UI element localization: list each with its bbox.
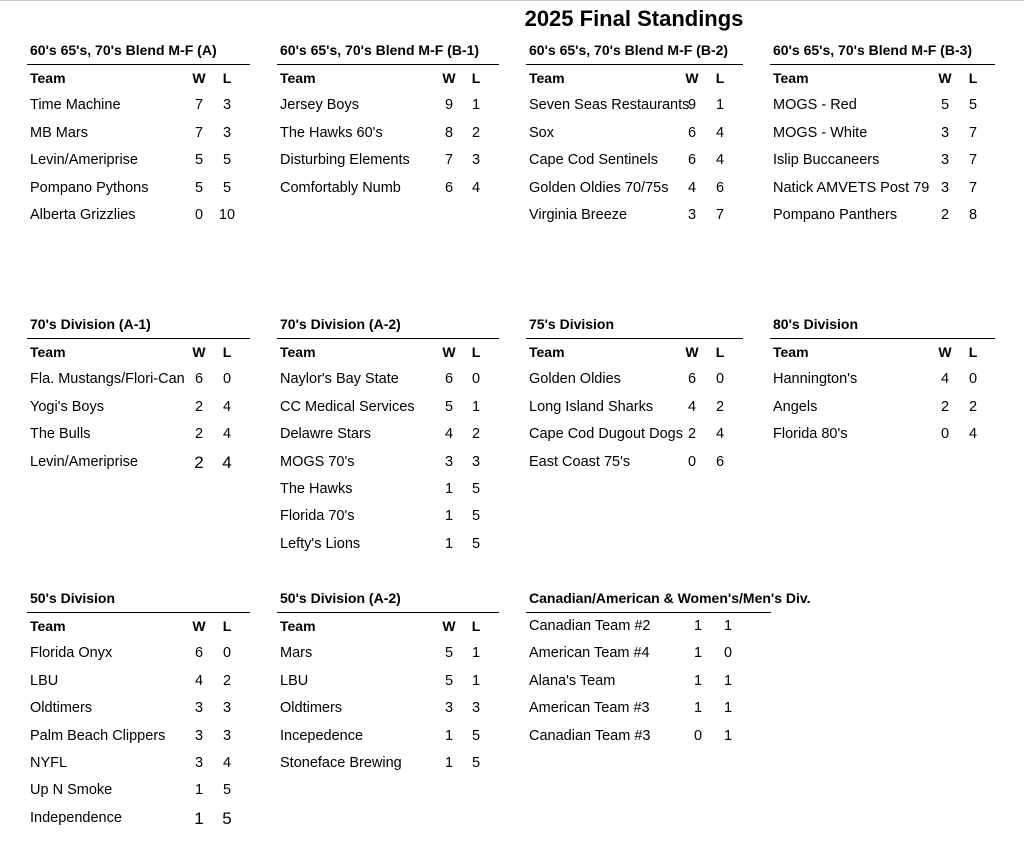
- team-name: Fla. Mustangs/Flori-Can: [30, 371, 185, 388]
- column-header-losses: L: [715, 70, 725, 86]
- losses-value: 1: [471, 672, 481, 689]
- losses-value: 5: [471, 535, 481, 552]
- losses-value: 7: [715, 206, 725, 223]
- wins-value: 2: [687, 426, 697, 443]
- division-60-s-65-s-70-s-blend-m-f-b-1: [277, 37, 499, 202]
- losses-value: 4: [471, 179, 481, 196]
- table-row: [277, 92, 499, 119]
- losses-value: 2: [471, 124, 481, 141]
- wins-value: 1: [444, 727, 454, 744]
- losses-value: 0: [222, 645, 232, 662]
- team-name: Naylor's Bay State: [280, 371, 399, 388]
- wins-value: 5: [444, 672, 454, 689]
- division-50-s-division: [27, 585, 250, 832]
- losses-value: 0: [968, 371, 978, 388]
- wins-value: 5: [194, 152, 204, 169]
- wins-value: 3: [940, 179, 950, 196]
- wins-value: 1: [444, 508, 454, 525]
- team-name: Lefty's Lions: [280, 535, 361, 552]
- wins-value: 6: [444, 179, 454, 196]
- wins-value: 2: [940, 398, 950, 415]
- table-header-row: [277, 339, 499, 366]
- losses-value: 4: [222, 754, 232, 771]
- team-name: Virginia Breeze: [529, 206, 628, 223]
- column-header-team: Team: [280, 70, 316, 86]
- wins-value: 2: [194, 426, 204, 443]
- column-header-losses: L: [968, 344, 978, 360]
- losses-value: 4: [222, 452, 232, 472]
- losses-value: 4: [968, 426, 978, 443]
- wins-value: 1: [693, 700, 703, 717]
- team-name: Cape Cod Dugout Dogs: [529, 426, 683, 443]
- wins-value: 7: [194, 124, 204, 141]
- losses-value: 7: [968, 179, 978, 196]
- wins-value: 6: [444, 371, 454, 388]
- table-row: [277, 421, 499, 448]
- column-header-wins: W: [192, 344, 206, 360]
- column-header-losses: L: [471, 344, 481, 360]
- division-80-s-division: [770, 311, 995, 449]
- table-row: [277, 503, 499, 530]
- table-row: [770, 421, 995, 448]
- losses-value: 4: [222, 398, 232, 415]
- losses-value: 5: [471, 727, 481, 744]
- team-name: Florida 70's: [280, 508, 355, 525]
- table-row: [27, 394, 250, 421]
- losses-value: 5: [222, 152, 232, 169]
- division-title: 60's 65's, 70's Blend M-F (A): [27, 37, 250, 65]
- table-row: [526, 175, 743, 202]
- losses-value: 4: [715, 426, 725, 443]
- team-name: Long Island Sharks: [529, 398, 654, 415]
- losses-value: 1: [471, 645, 481, 662]
- team-name: MOGS - Red: [773, 97, 857, 114]
- losses-value: 1: [723, 727, 733, 744]
- wins-value: 6: [687, 124, 697, 141]
- wins-value: 3: [194, 727, 204, 744]
- losses-value: 2: [968, 398, 978, 415]
- team-name: Natick AMVETS Post 79: [773, 179, 930, 196]
- table-row: [526, 723, 771, 750]
- wins-value: 5: [444, 645, 454, 662]
- losses-value: 1: [723, 700, 733, 717]
- losses-value: 5: [471, 754, 481, 771]
- team-name: Mars: [280, 645, 313, 662]
- table-row: [27, 175, 250, 202]
- wins-value: 6: [687, 371, 697, 388]
- column-header-wins: W: [938, 344, 952, 360]
- table-row: [27, 805, 250, 832]
- wins-value: 1: [444, 754, 454, 771]
- division-title: 80's Division: [770, 311, 995, 339]
- wins-value: 1: [194, 782, 204, 799]
- table-row: [277, 531, 499, 558]
- table-row: [27, 777, 250, 804]
- team-name: The Bulls: [30, 426, 91, 443]
- wins-value: 3: [940, 152, 950, 169]
- division-title: 70's Division (A-2): [277, 311, 499, 339]
- team-name: The Hawks: [280, 480, 353, 497]
- team-name: LBU: [30, 672, 59, 689]
- team-name: Comfortably Numb: [280, 179, 401, 196]
- column-header-team: Team: [30, 70, 66, 86]
- losses-value: 4: [715, 124, 725, 141]
- wins-value: 4: [687, 398, 697, 415]
- losses-value: 3: [471, 700, 481, 717]
- wins-value: 8: [444, 124, 454, 141]
- column-header-team: Team: [773, 344, 809, 360]
- column-header-wins: W: [442, 344, 456, 360]
- wins-value: 4: [687, 179, 697, 196]
- table-row: [770, 147, 995, 174]
- losses-value: 5: [471, 508, 481, 525]
- column-header-losses: L: [471, 70, 481, 86]
- losses-value: 5: [222, 782, 232, 799]
- table-row: [770, 394, 995, 421]
- division-title: 75's Division: [526, 311, 743, 339]
- table-row: [770, 202, 995, 229]
- losses-value: 0: [723, 645, 733, 662]
- losses-value: 6: [715, 453, 725, 470]
- wins-value: 3: [444, 700, 454, 717]
- column-header-wins: W: [192, 70, 206, 86]
- table-row: [526, 147, 743, 174]
- column-header-team: Team: [280, 344, 316, 360]
- losses-value: 0: [715, 371, 725, 388]
- table-row: [277, 476, 499, 503]
- losses-value: 3: [222, 97, 232, 114]
- team-name: Delawre Stars: [280, 426, 372, 443]
- losses-value: 7: [968, 152, 978, 169]
- team-name: Oldtimers: [30, 700, 93, 717]
- division-75-s-division: [526, 311, 743, 476]
- losses-value: 3: [222, 727, 232, 744]
- column-header-team: Team: [30, 344, 66, 360]
- division-title: 60's 65's, 70's Blend M-F (B-1): [277, 37, 499, 65]
- table-row: [27, 695, 250, 722]
- team-name: Canadian Team #2: [529, 618, 651, 634]
- team-name: Disturbing Elements: [280, 152, 410, 169]
- table-row: [277, 668, 499, 695]
- division-title: Canadian/American & Women's/Men's Div.: [526, 585, 771, 613]
- table-row: [277, 175, 499, 202]
- division-70-s-division-a-1: [27, 311, 250, 476]
- wins-value: 3: [194, 754, 204, 771]
- team-name: Seven Seas Restaurants: [529, 97, 690, 114]
- table-header-row: [526, 65, 743, 92]
- team-name: The Hawks 60's: [280, 124, 383, 141]
- team-name: Levin/Ameriprise: [30, 152, 138, 169]
- wins-value: 3: [687, 206, 697, 223]
- column-header-losses: L: [222, 344, 232, 360]
- losses-value: 2: [715, 398, 725, 415]
- team-name: Independence: [30, 809, 122, 826]
- team-name: Cape Cod Sentinels: [529, 152, 658, 169]
- column-header-losses: L: [968, 70, 978, 86]
- team-name: MOGS - White: [773, 124, 868, 141]
- team-name: MB Mars: [30, 124, 88, 141]
- team-name: American Team #4: [529, 645, 650, 662]
- division-title: 60's 65's, 70's Blend M-F (B-3): [770, 37, 995, 65]
- table-row: [526, 394, 743, 421]
- wins-value: 7: [194, 97, 204, 114]
- team-name: American Team #3: [529, 700, 650, 717]
- wins-value: 2: [194, 452, 204, 472]
- wins-value: 9: [687, 97, 697, 114]
- table-header-row: [770, 339, 995, 366]
- losses-value: 1: [723, 618, 733, 634]
- column-header-losses: L: [715, 344, 725, 360]
- table-row: [27, 202, 250, 229]
- table-row: [526, 640, 771, 667]
- team-name: Palm Beach Clippers: [30, 727, 166, 744]
- team-name: Time Machine: [30, 97, 121, 114]
- team-name: Jersey Boys: [280, 97, 359, 114]
- team-name: NYFL: [30, 754, 68, 771]
- column-header-team: Team: [30, 618, 66, 634]
- column-header-wins: W: [192, 618, 206, 634]
- division-canadian-american-women-s-men-s-div: [526, 585, 811, 750]
- wins-value: 0: [693, 727, 703, 744]
- team-name: Golden Oldies 70/75s: [529, 179, 669, 196]
- losses-value: 10: [218, 206, 236, 223]
- team-name: Hannington's: [773, 371, 858, 388]
- team-name: CC Medical Services: [280, 398, 415, 415]
- losses-value: 2: [222, 672, 232, 689]
- table-row: [526, 668, 771, 695]
- wins-value: 6: [194, 371, 204, 388]
- wins-value: 1: [693, 645, 703, 662]
- wins-value: 1: [444, 480, 454, 497]
- table-header-row: [27, 613, 250, 640]
- losses-value: 1: [471, 97, 481, 114]
- team-name: Angels: [773, 398, 818, 415]
- table-row: [27, 147, 250, 174]
- division-title: 50's Division: [27, 585, 250, 613]
- table-row: [27, 750, 250, 777]
- losses-value: 5: [968, 97, 978, 114]
- team-name: Pompano Pythons: [30, 179, 149, 196]
- losses-value: 1: [723, 672, 733, 689]
- team-name: Golden Oldies: [529, 371, 621, 388]
- team-name: Florida Onyx: [30, 645, 113, 662]
- wins-value: 6: [194, 645, 204, 662]
- column-header-losses: L: [222, 70, 232, 86]
- table-header-row: [526, 339, 743, 366]
- table-row: [526, 366, 743, 393]
- table-row: [27, 449, 250, 476]
- table-row: [770, 366, 995, 393]
- division-title: 70's Division (A-1): [27, 311, 250, 339]
- table-row: [526, 421, 743, 448]
- wins-value: 1: [693, 618, 703, 634]
- wins-value: 1: [693, 672, 703, 689]
- wins-value: 5: [940, 97, 950, 114]
- table-header-row: [277, 613, 499, 640]
- page-title: 2025 Final Standings: [524, 6, 744, 31]
- column-header-team: Team: [280, 618, 316, 634]
- wins-value: 3: [194, 700, 204, 717]
- wins-value: 5: [194, 179, 204, 196]
- team-name: Stoneface Brewing: [280, 754, 402, 771]
- table-header-row: [27, 65, 250, 92]
- team-name: Alana's Team: [529, 672, 616, 689]
- losses-value: 3: [471, 453, 481, 470]
- table-row: [277, 695, 499, 722]
- team-name: Pompano Panthers: [773, 206, 898, 223]
- team-name: Incepedence: [280, 727, 364, 744]
- team-name: Alberta Grizzlies: [30, 206, 136, 223]
- table-row: [526, 120, 743, 147]
- losses-value: 4: [715, 152, 725, 169]
- division-50-s-division-a-2: [277, 585, 499, 777]
- losses-value: 3: [222, 124, 232, 141]
- table-row: [277, 366, 499, 393]
- losses-value: 7: [968, 124, 978, 141]
- wins-value: 3: [940, 124, 950, 141]
- losses-value: 5: [471, 480, 481, 497]
- table-row: [770, 92, 995, 119]
- division-70-s-division-a-2: [277, 311, 499, 558]
- wins-value: 9: [444, 97, 454, 114]
- table-row: [770, 175, 995, 202]
- losses-value: 4: [222, 426, 232, 443]
- column-header-team: Team: [529, 344, 565, 360]
- table-row: [277, 394, 499, 421]
- table-row: [277, 750, 499, 777]
- team-name: Yogi's Boys: [30, 398, 104, 415]
- losses-value: 0: [222, 371, 232, 388]
- team-name: MOGS 70's: [280, 453, 355, 470]
- losses-value: 1: [715, 97, 725, 114]
- losses-value: 1: [471, 398, 481, 415]
- column-header-losses: L: [471, 618, 481, 634]
- losses-value: 8: [968, 206, 978, 223]
- losses-value: 0: [471, 371, 481, 388]
- wins-value: 1: [194, 808, 204, 828]
- team-name: East Coast 75's: [529, 453, 631, 470]
- table-header-row: [770, 65, 995, 92]
- table-row: [526, 202, 743, 229]
- table-row: [277, 640, 499, 667]
- table-row: [770, 120, 995, 147]
- table-row: [27, 421, 250, 448]
- table-row: [526, 92, 743, 119]
- wins-value: 1: [444, 535, 454, 552]
- column-header-team: Team: [773, 70, 809, 86]
- team-name: Sox: [529, 124, 554, 141]
- wins-value: 0: [194, 206, 204, 223]
- wins-value: 4: [194, 672, 204, 689]
- column-header-wins: W: [685, 344, 699, 360]
- table-row: [27, 640, 250, 667]
- column-header-team: Team: [529, 70, 565, 86]
- table-row: [526, 695, 771, 722]
- team-name: LBU: [280, 672, 309, 689]
- table-row: [27, 366, 250, 393]
- division-60-s-65-s-70-s-blend-m-f-a: [27, 37, 250, 229]
- table-header-row: [27, 339, 250, 366]
- table-row: [277, 147, 499, 174]
- table-row: [277, 120, 499, 147]
- table-row: [526, 449, 743, 476]
- column-header-losses: L: [222, 618, 232, 634]
- team-name: Oldtimers: [280, 700, 343, 717]
- losses-value: 2: [471, 426, 481, 443]
- division-60-s-65-s-70-s-blend-m-f-b-2: [526, 37, 743, 229]
- losses-value: 5: [222, 179, 232, 196]
- table-row: [526, 613, 771, 640]
- wins-value: 6: [687, 152, 697, 169]
- column-header-wins: W: [685, 70, 699, 86]
- team-name: Islip Buccaneers: [773, 152, 880, 169]
- division-60-s-65-s-70-s-blend-m-f-b-3: [770, 37, 995, 229]
- column-header-wins: W: [938, 70, 952, 86]
- wins-value: 5: [444, 398, 454, 415]
- table-row: [277, 723, 499, 750]
- division-title: 50's Division (A-2): [277, 585, 499, 613]
- top-border: [0, 0, 1024, 1]
- team-name: Florida 80's: [773, 426, 848, 443]
- column-header-wins: W: [442, 618, 456, 634]
- wins-value: 0: [687, 453, 697, 470]
- wins-value: 3: [444, 453, 454, 470]
- losses-value: 3: [222, 700, 232, 717]
- table-row: [27, 668, 250, 695]
- table-row: [277, 449, 499, 476]
- wins-value: 4: [444, 426, 454, 443]
- losses-value: 3: [471, 152, 481, 169]
- wins-value: 2: [194, 398, 204, 415]
- column-header-wins: W: [442, 70, 456, 86]
- wins-value: 2: [940, 206, 950, 223]
- team-name: Canadian Team #3: [529, 727, 651, 744]
- wins-value: 7: [444, 152, 454, 169]
- table-header-row: [277, 65, 499, 92]
- team-name: Levin/Ameriprise: [30, 453, 138, 470]
- division-title: 60's 65's, 70's Blend M-F (B-2): [526, 37, 743, 65]
- team-name: Up N Smoke: [30, 782, 113, 799]
- wins-value: 4: [940, 371, 950, 388]
- table-row: [27, 120, 250, 147]
- losses-value: 6: [715, 179, 725, 196]
- table-row: [27, 723, 250, 750]
- table-row: [27, 92, 250, 119]
- wins-value: 0: [940, 426, 950, 443]
- losses-value: 5: [222, 808, 232, 828]
